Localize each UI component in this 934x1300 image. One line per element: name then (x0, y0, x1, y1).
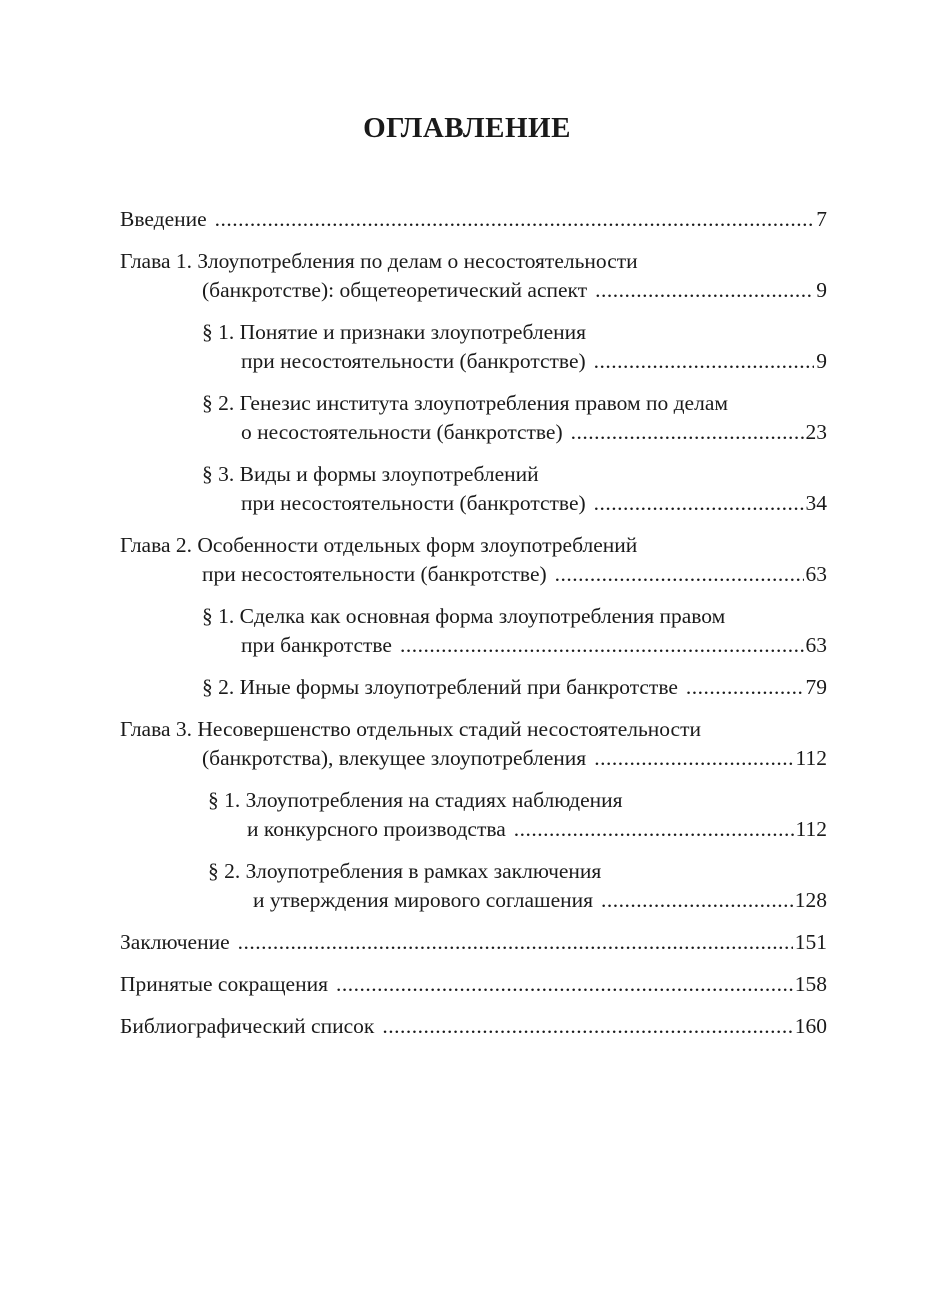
toc-entry-ch1-section-1[interactable] (120, 318, 827, 376)
toc-page-number: 160 (794, 1014, 827, 1038)
toc-entry-title: Заключение (120, 930, 230, 954)
toc-page-number: 79 (805, 675, 827, 699)
toc-leader-dots (686, 673, 804, 702)
toc-entry-bibliography[interactable] (120, 1012, 827, 1041)
toc-entry-introduction[interactable] (120, 205, 827, 234)
toc-page-number: 128 (794, 888, 827, 912)
toc-leader-dots (238, 928, 793, 957)
toc-leader-dots (571, 418, 804, 447)
toc-page-number: 9 (816, 278, 827, 302)
toc-page-number: 158 (794, 972, 827, 996)
toc-entry-chapter-1[interactable] (120, 247, 827, 305)
toc-leader-dots (594, 347, 815, 376)
toc-page-number: 112 (795, 746, 827, 770)
toc-page-number: 63 (805, 633, 827, 657)
toc-page-number: 112 (795, 817, 827, 841)
toc-entry-abbreviations[interactable] (120, 970, 827, 999)
toc-entry-title: Глава 2. Особенности отдельных форм злоупотреблений (120, 533, 638, 557)
toc-leader-dots (400, 631, 804, 660)
toc-page-number: 63 (805, 562, 827, 586)
toc-entry-title: Глава 3. Несовершенство отдельных стадий несостоятельности (120, 717, 702, 741)
toc-entry-title-cont: при несостоятельности (банкротстве) (241, 491, 586, 515)
toc-page-number: 9 (816, 349, 827, 373)
toc-leader-dots (594, 489, 804, 518)
toc-page-number: 23 (805, 420, 827, 444)
toc-entry-ch2-section-2[interactable] (120, 673, 827, 702)
toc-entry-ch1-section-2[interactable] (120, 389, 827, 447)
toc-entry-title: § 1. Злоупотребления на стадиях наблюдения (208, 788, 623, 812)
toc-entry-conclusion[interactable] (120, 928, 827, 957)
toc-entry-title: § 1. Сделка как основная форма злоупотребления правом (202, 604, 726, 628)
toc-entry-title: § 2. Злоупотребления в рамках заключения (208, 859, 602, 883)
toc-entry-title: § 1. Понятие и признаки злоупотребления (202, 320, 587, 344)
toc-leader-dots (215, 205, 815, 234)
toc-leader-dots (336, 970, 793, 999)
toc-page-number: 34 (805, 491, 827, 515)
toc-entry-title: Глава 1. Злоупотребления по делам о несостоятельности (120, 249, 638, 273)
toc-entry-title-cont: о несостоятельности (банкротстве) (241, 420, 563, 444)
toc-page-number: 151 (794, 930, 827, 954)
toc-entry-title: Введение (120, 207, 207, 231)
toc-entry-chapter-3[interactable] (120, 715, 827, 773)
toc-entry-title: Библиографический список (120, 1014, 375, 1038)
toc-leader-dots (601, 886, 793, 915)
toc-entry-ch2-section-1[interactable] (120, 602, 827, 660)
toc-entry-ch1-section-3[interactable] (120, 460, 827, 518)
toc-entry-title-cont: и утверждения мирового соглашения (253, 888, 594, 912)
table-of-contents (120, 205, 827, 1041)
toc-leader-dots (555, 560, 804, 589)
toc-entry-ch3-section-1[interactable] (120, 786, 827, 844)
toc-entry-chapter-2[interactable] (120, 531, 827, 589)
toc-leader-dots (382, 1012, 792, 1041)
toc-entry-title-cont: (банкротстве): общетеоретический аспект (202, 278, 588, 302)
toc-entry-title-cont: и конкурсного производства (247, 817, 506, 841)
toc-page-number: 7 (816, 207, 827, 231)
page-title: ОГЛАВЛЕНИЕ (363, 112, 571, 144)
toc-entry-title: § 2. Иные формы злоупотреблений при банкротстве (202, 675, 678, 699)
toc-entry-title-cont: при банкротстве (241, 633, 392, 657)
toc-entry-title: § 3. Виды и формы злоупотреблений (202, 462, 539, 486)
toc-leader-dots (595, 276, 814, 305)
toc-entry-title-cont: при несостоятельности (банкротстве) (241, 349, 586, 373)
toc-leader-dots (514, 815, 794, 844)
toc-entry-title-cont: при несостоятельности (банкротстве) (202, 562, 547, 586)
toc-entry-title: Принятые сокращения (120, 972, 328, 996)
toc-entry-title-cont: (банкротства), влекущее злоупотребления (202, 746, 587, 770)
toc-entry-title: § 2. Генезис института злоупотребления правом по делам (202, 391, 728, 415)
toc-entry-ch3-section-2[interactable] (120, 857, 827, 915)
toc-leader-dots (594, 744, 793, 773)
